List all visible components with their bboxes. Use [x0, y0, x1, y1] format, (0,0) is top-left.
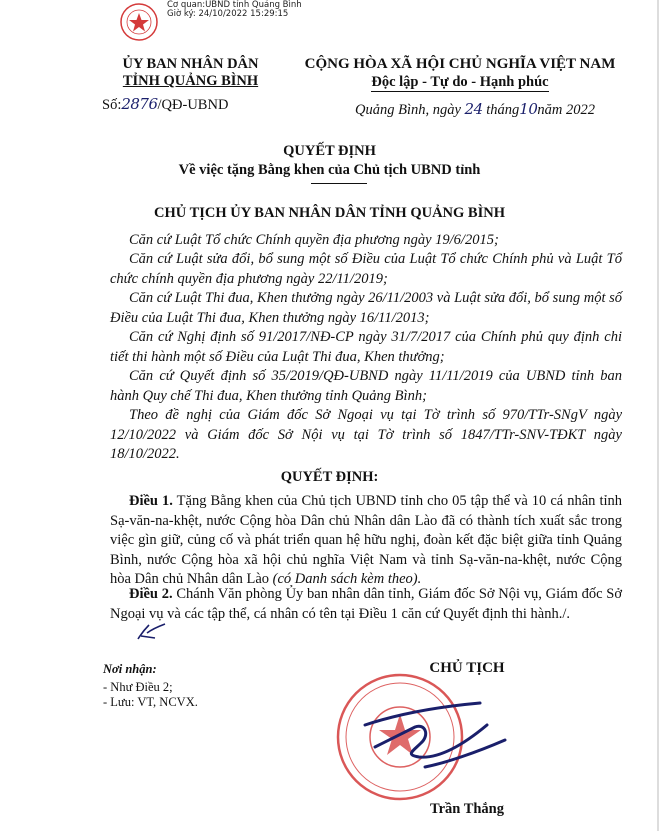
article-2-label: Điều 2.	[129, 586, 173, 602]
article-2-text: Chánh Văn phòng Ủy ban nhân dân tỉnh, Giám đốc Sở Nội vụ, Giám đốc Sở Ngoại vụ và các tập thể, cá nhân có tên tại Điều 1 căn cứ Quyết định thi hành./.	[110, 586, 623, 622]
doc-number-handwritten: 2876	[121, 95, 158, 113]
document-subtitle: Về việc tặng Bằng khen của Chủ tịch UBND tỉnh	[178, 162, 481, 178]
article-2	[110, 585, 622, 624]
initial-paraph-icon	[135, 621, 169, 643]
recipient-item: - Lưu: VT, NCVX.	[103, 695, 198, 709]
org-line2: TỈNH QUẢNG BÌNH	[122, 73, 259, 89]
recipients-heading: Nơi nhận:	[103, 662, 157, 676]
legal-basis-4: Căn cứ Nghị định số 91/2017/NĐ-CP ngày 31/7/2017 của Chính phủ quy định chi tiết thi hành một số Điều của Luật Thi đua, Khen thưởng;	[110, 329, 622, 365]
org-line1: ỦY BAN NHÂN DÂN	[122, 56, 259, 72]
document-number: Số:2876/QĐ-UBND	[102, 95, 229, 113]
article-1-label: Điều 1.	[129, 493, 173, 509]
legal-basis-2: Căn cứ Luật sửa đổi, bổ sung một số Điều của Luật Tổ chức Chính phủ và Luật Tổ chức chính quyền địa phương ngày 22/11/2019;	[110, 251, 622, 287]
signer-name: Trần Thắng	[429, 801, 504, 817]
signature-time: Giờ ký: 24/10/2022 15:29:15	[167, 9, 289, 19]
title-underline	[311, 183, 367, 184]
article-1-text: Tặng Bằng khen của Chủ tịch UBND tỉnh cho 05 tập thể và 10 cá nhân tỉnh Sạ-văn-na-khệt, nước Cộng hòa Dân chủ Nhân dân Lào đã có thành tích xuất sắc trong việc gìn giữ, củng cố và phát triển quan hệ hữu nghị, đoàn kết đặc biệt giữa tỉnh Quảng Bình, nước Cộng hòa xã hội chủ nghĩa Việt Nam và tỉnh Sạ-văn-na-khệt, nước Cộng hòa Dân chủ Nhân dân Lào	[110, 493, 623, 587]
nation-name: CỘNG HÒA XÃ HỘI CHỦ NGHĨA VIỆT NAM	[304, 56, 616, 72]
national-motto: Độc lập - Tự do - Hạnh phúc	[371, 74, 549, 90]
signature-agency: Cơ quan:UBND tỉnh Quảng Bình	[167, 0, 302, 10]
handwritten-signature-icon	[355, 685, 515, 785]
legal-basis-3: Căn cứ Luật Thi đua, Khen thưởng ngày 26/11/2003 và Luật sửa đổi, bổ sung một số Điều của Luật Thi đua, Khen thưởng ngày 16/11/2013;	[110, 290, 622, 326]
article-1-note: (có Danh sách kèm theo).	[272, 571, 422, 587]
small-seal-icon	[119, 2, 159, 42]
recipient-item: - Như Điều 2;	[103, 680, 173, 694]
issuing-organization	[103, 56, 278, 90]
legal-basis-6: Theo đề nghị của Giám đốc Sở Ngoại vụ tại Tờ trình số 970/TTr-SNgV ngày 12/10/2022 và Giám đốc Sở Nội vụ tại Tờ trình số 1847/TTr-SNV-TĐKT ngày 18/10/2022.	[110, 407, 622, 462]
decision-heading: QUYẾT ĐỊNH:	[280, 469, 379, 485]
place-date: Quảng Bình, ngày 24 tháng10năm 2022	[355, 100, 595, 118]
legal-basis-1: Căn cứ Luật Tổ chức Chính quyền địa phương ngày 19/6/2015;	[129, 232, 499, 248]
day-handwritten: 24	[464, 100, 483, 118]
digital-signature-info	[167, 1, 302, 19]
signer-title: CHỦ TỊCH	[429, 660, 505, 676]
document-title: QUYẾT ĐỊNH	[283, 143, 376, 159]
authority-heading: CHỦ TỊCH ỦY BAN NHÂN DÂN TỈNH QUẢNG BÌNH	[154, 205, 505, 221]
legal-basis-5: Căn cứ Quyết định số 35/2019/QĐ-UBND ngày 11/11/2019 của UBND tỉnh ban hành Quy chế Thi đua, Khen thưởng tỉnh Quảng Bình;	[110, 368, 622, 404]
month-handwritten: 10	[519, 100, 538, 118]
article-1	[110, 492, 622, 590]
